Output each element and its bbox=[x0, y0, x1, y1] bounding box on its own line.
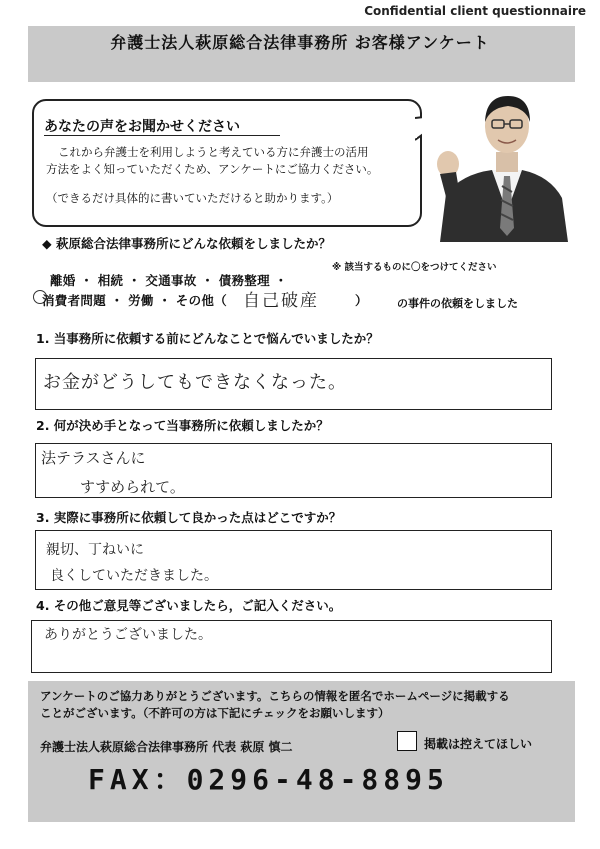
intro-text-line: これから弁護士を利用しようと考えている方に弁護士の活用 bbox=[58, 145, 369, 159]
no-publish-checkbox[interactable] bbox=[397, 731, 417, 751]
intro-heading: あなたの声をお聞かせください bbox=[44, 119, 240, 135]
answer-3-handwriting-line2: 良くしていただきました。 bbox=[50, 568, 218, 584]
answer-4-handwriting: ありがとうございました。 bbox=[44, 627, 212, 643]
request-question: ◆ 萩原総合法律事務所にどんな依頼をしましたか？ bbox=[42, 236, 331, 251]
answer-1-handwriting: お金がどうしてもできなくなった。 bbox=[43, 372, 347, 393]
answer-2-handwriting-line1: 法テラスさんに bbox=[41, 449, 146, 467]
intro-text-line: 方法をよく知っていただくため、アンケートにご協力ください。 bbox=[46, 162, 379, 176]
question-1-label: 1. 当事務所に依頼する前にどんなことで悩んでいましたか？ bbox=[36, 331, 379, 346]
request-categories-line2: 消費者問題 ・ 労働 ・ その他（ bbox=[42, 293, 228, 308]
request-categories-line1: 離婚 ・ 相続 ・ 交通事故 ・ 債務整理 ・ bbox=[50, 273, 288, 288]
intro-text-line: （できるだけ具体的に書いていただけると助かります。） bbox=[46, 191, 339, 205]
request-suffix: の事件の依頼をしました bbox=[397, 297, 518, 310]
request-note: ※ 該当するものに〇をつけてください bbox=[332, 262, 497, 273]
answer-3-handwriting-line1: 親切、丁ねいに bbox=[46, 542, 144, 558]
lawyer-photo bbox=[422, 82, 574, 242]
request-paren-close: ） bbox=[355, 293, 368, 308]
question-3-label: 3. 実際に事務所に依頼して良かった点はどこですか？ bbox=[36, 510, 342, 525]
firm-representative: 弁護士法人萩原総合法律事務所 代表 萩原 慎二 bbox=[40, 740, 293, 754]
no-publish-checkbox-label: 掲載は控えてほしい bbox=[424, 737, 533, 751]
other-answer-handwriting: 自己破産 bbox=[243, 291, 319, 311]
question-4-label: 4. その他ご意見等ございましたら，ご記入ください。 bbox=[36, 598, 342, 613]
question-2-label: 2. 何が決め手となって当事務所に依頼しましたか？ bbox=[36, 418, 329, 433]
page-title: 弁護士法人萩原総合法律事務所 お客様アンケート bbox=[110, 33, 490, 52]
footer-notice-line1: アンケートのご協力ありがとうございます。こちらの情報を匿名でホームページに掲載する bbox=[40, 689, 510, 703]
confidential-label: Confidential client questionnaire bbox=[364, 4, 586, 18]
answer-2-handwriting-line2: すすめられて。 bbox=[80, 478, 185, 496]
footer-notice-line2: ことがございます。（不許可の方は下記にチェックをお願いします） bbox=[40, 706, 390, 720]
fax-number: FAX：0296-48-8895 bbox=[88, 763, 449, 796]
intro-heading-underline bbox=[44, 135, 280, 136]
